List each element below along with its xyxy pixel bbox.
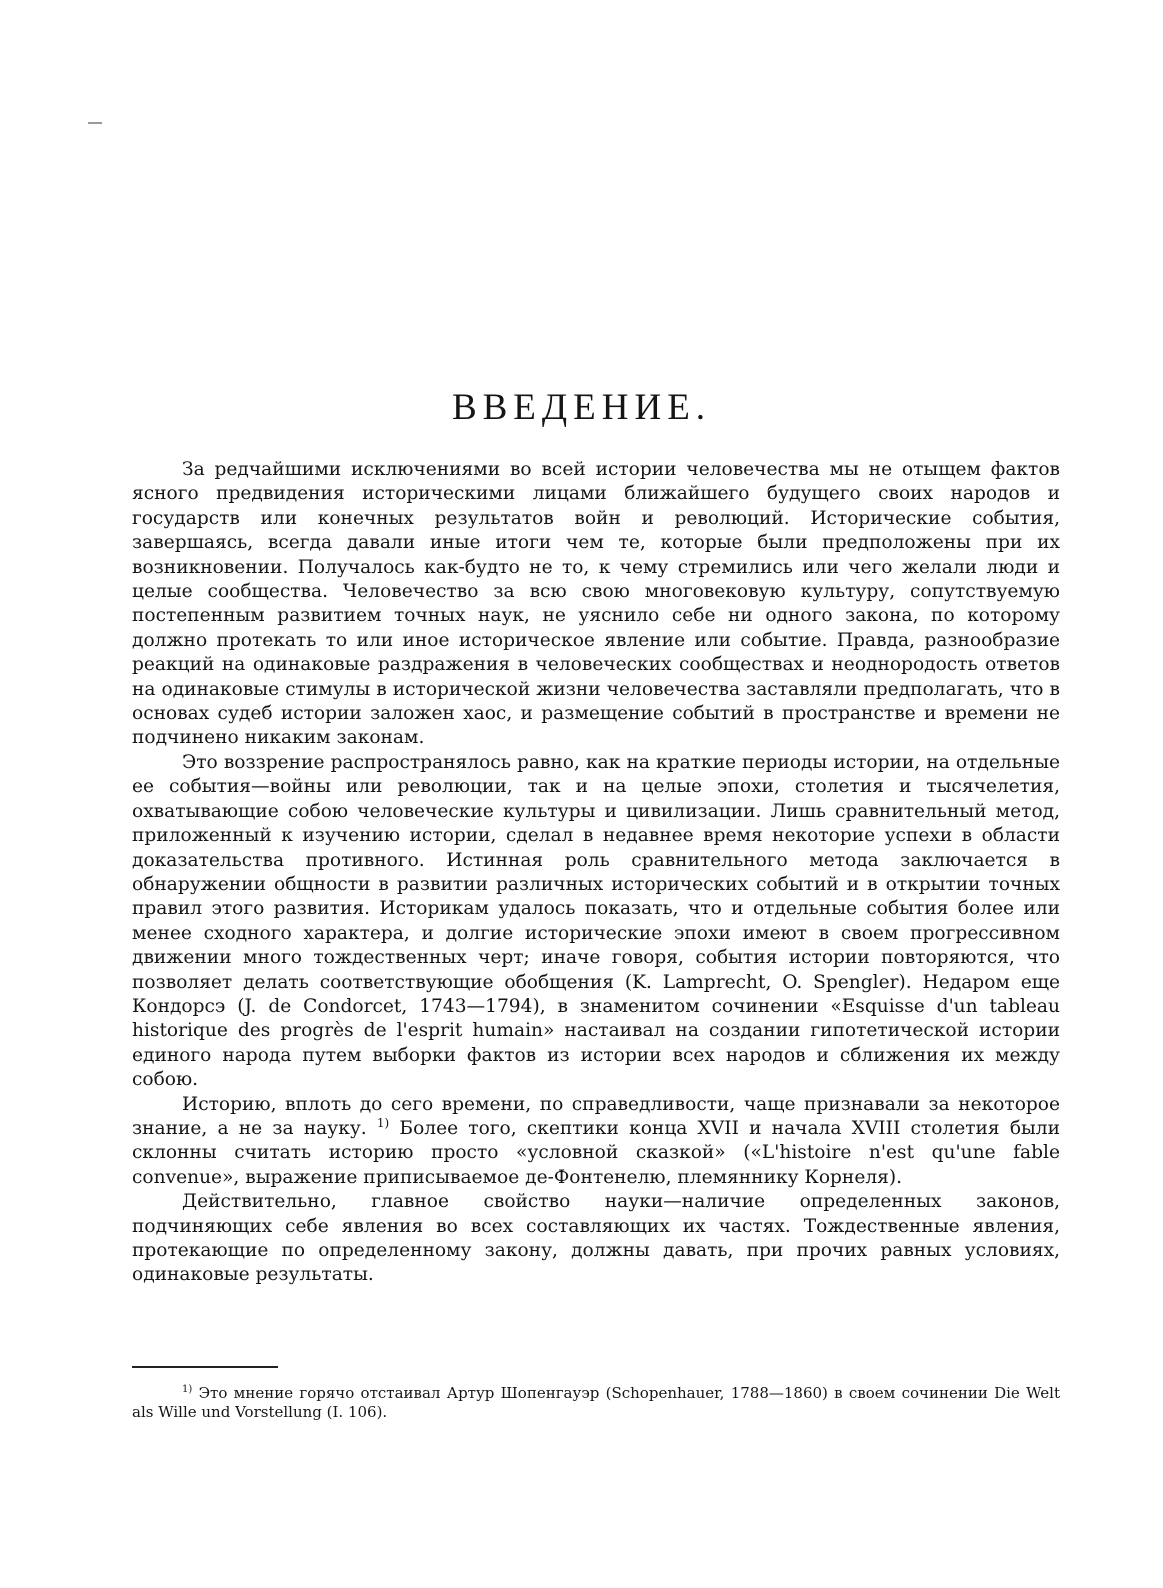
footnote-text: Это мнение горячо отстаивал Артур Шопенгауэр (Schopenhauer, 1788—1860) в своем сочинении Die Welt als Wille und Vorstellung (I. 106). <box>132 1384 1060 1421</box>
paragraph-1: За редчайшими исключениями во всей истории человечества мы не отыщем фактов ясного предвидения историческими лицами ближайшего будущего своих народов и государств или конечных результатов войн и революций. Исторические события, завершаясь, всегда давали иные итоги чем те, которые были предположены при их возникновении. Получалось как-будто не то, к чему стремились или чего желали люди и целые сообщества. Человечество за всю свою многовековую культуру, сопутствуемую постепенным развитием точных наук, не уяснило себе ни одного закона, по которому должно протекать то или иное историческое явление или событие. Правда, разнообразие реакций на одинаковые раздражения в человеческих сообществах и неоднородость ответов на одинаковые стимулы в исторической жизни человечества заставляли предполагать, что в основах судеб истории заложен хаос, и размещение событий в пространстве и времени не подчинено никаким законам. <box>132 459 1060 749</box>
paragraph-2: Это воззрение распространялось равно, как на краткие периоды истории, на отдельные ее события—войны или революции, так и на целые эпохи, столетия и тысячелетия, охватывающие собою человеческие культуры и цивилизации. Лишь сравнительный метод, приложенный к изучению истории, сделал в недавнее время некоторие успехи в области доказательства противного. Истинная роль сравнительного метода заключается в обнаружении общности в развитии различных исторических событий и в открытии точных правил этого развития. Историкам удалось показать, что и отдельные события более или менее сходного характера, и долгие исторические эпохи имеют в своем прогрессивном движении много тождественных черт; иначе говоря, события истории повторяются, что позволяет делать соответствующие обобщения (K. Lamprecht, O. Spengler). Недаром еще Кондорсэ (J. de Condorcet, 1743—1794), в знаменитом сочинении «Esquisse d'un tableau historique des progrès de l'esprit humain» настаивал на создании гипотетической истории единого народа путем выборки фактов из истории всех народов и сближения их между собою. <box>132 751 1060 1091</box>
paragraph-3-text-start: Историю, вплоть до сего времени, по справедливости, чаще признавали за некоторое знание, а не за науку. <box>132 1093 1060 1139</box>
body-text <box>132 458 1060 1288</box>
paragraph-3-text-end: Более того, скептики конца XVII и начала XVIII столетия были склонны считать историю просто «условной сказкой» («L'histoire n'est qu'une fable convenue», выражение приписываемое де-Фонтенелю, племяннику Корнеля). <box>132 1117 1061 1188</box>
paragraph-4: Действительно, главное свойство науки—наличие определенных законов, подчиняющих себе явления во всех составляющих их частях. Тождественные явления, протекающие по определенному закону, должны давать, при прочих равных условиях, одинаковые результаты. <box>132 1191 1060 1286</box>
footnote-reference: 1) <box>376 1115 390 1130</box>
scan-speck <box>88 122 102 124</box>
footnote-mark: 1) <box>182 1384 193 1395</box>
footnote-rule <box>132 1366 278 1368</box>
chapter-title: ВВЕДЕНИЕ. <box>451 387 712 428</box>
footnote <box>132 1384 1060 1422</box>
paragraph-3 <box>132 1093 1060 1191</box>
